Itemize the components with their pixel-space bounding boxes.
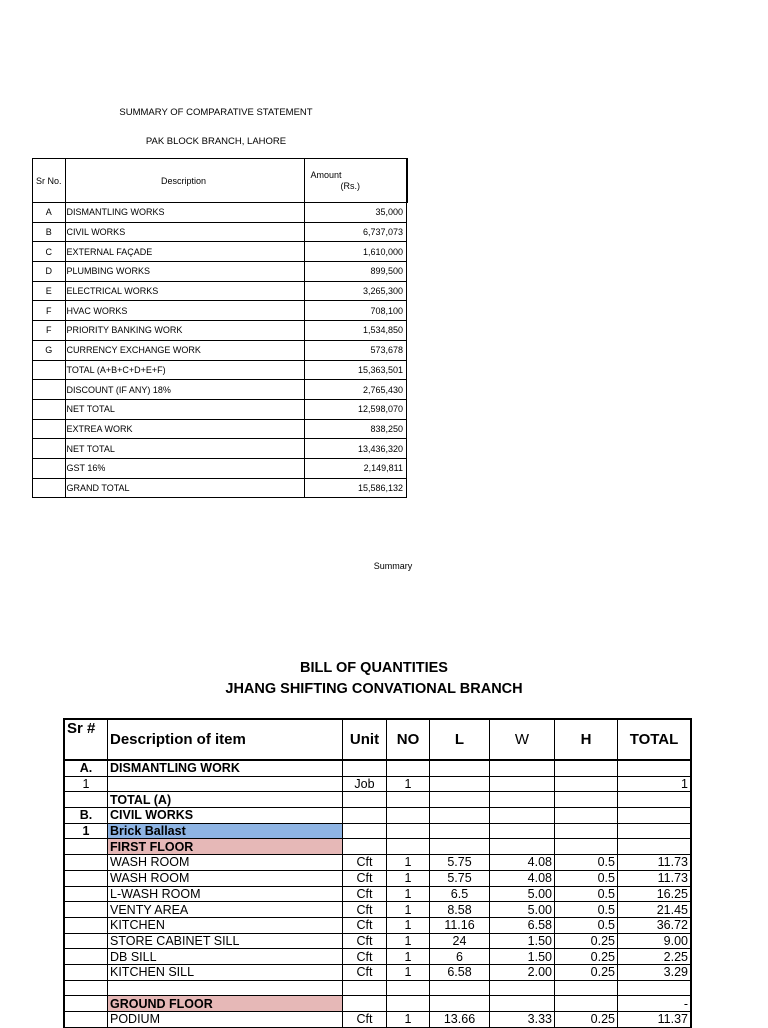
boq-total-cell: 16.25 xyxy=(618,886,692,902)
summary-description-cell: NET TOTAL xyxy=(65,439,304,459)
boq-w-cell xyxy=(490,792,555,808)
boq-sr-cell xyxy=(64,855,108,871)
boq-total-cell: 2.25 xyxy=(618,949,692,965)
summary-header-sr: Sr No. xyxy=(33,159,66,203)
boq-row xyxy=(64,870,691,886)
boq-h-cell xyxy=(555,776,618,792)
summary-amount-cell: 35,000 xyxy=(304,203,407,223)
summary-header-amount-label: Amount xyxy=(310,169,342,180)
summary-footer: Summary xyxy=(373,561,413,571)
boq-h-cell: 0.5 xyxy=(555,886,618,902)
summary-row xyxy=(33,340,407,360)
boq-l-cell xyxy=(430,776,490,792)
boq-h-cell xyxy=(555,808,618,824)
boq-description-cell: TOTAL (A) xyxy=(108,792,343,808)
summary-row xyxy=(33,301,407,321)
boq-h-cell: 0.5 xyxy=(555,902,618,918)
summary-sr-cell: G xyxy=(33,340,66,360)
boq-unit-cell xyxy=(343,839,387,855)
summary-amount-cell: 2,765,430 xyxy=(304,380,407,400)
summary-description-cell: ELECTRICAL WORKS xyxy=(65,281,304,301)
boq-sr-cell xyxy=(64,902,108,918)
summary-description-cell: DISCOUNT (IF ANY) 18% xyxy=(65,380,304,400)
summary-title: SUMMARY OF COMPARATIVE STATEMENT xyxy=(119,107,313,118)
boq-l-cell: 6 xyxy=(430,949,490,965)
summary-row xyxy=(33,439,407,459)
boq-no-cell xyxy=(387,808,430,824)
summary-sr-cell xyxy=(33,360,66,380)
boq-total-cell: - xyxy=(618,996,692,1012)
boq-l-cell xyxy=(430,839,490,855)
boq-l-cell xyxy=(430,980,490,996)
summary-amount-cell: 6,737,073 xyxy=(304,222,407,242)
summary-table xyxy=(32,158,408,498)
summary-amount-cell: 3,265,300 xyxy=(304,281,407,301)
summary-amount-cell: 573,678 xyxy=(304,340,407,360)
summary-sr-cell xyxy=(33,478,66,498)
summary-description-cell: CIVIL WORKS xyxy=(65,222,304,242)
boq-no-cell: 1 xyxy=(387,1012,430,1028)
boq-l-cell: 24 xyxy=(430,933,490,949)
boq-l-cell: 6.58 xyxy=(430,964,490,980)
summary-amount-cell: 1,534,850 xyxy=(304,321,407,341)
boq-table xyxy=(63,718,692,1028)
boq-header-sr: Sr # xyxy=(64,719,108,760)
boq-row xyxy=(64,776,691,792)
boq-total-cell xyxy=(618,760,692,776)
boq-description-cell xyxy=(108,776,343,792)
boq-unit-cell: Cft xyxy=(343,964,387,980)
boq-no-cell xyxy=(387,823,430,839)
boq-h-cell xyxy=(555,792,618,808)
boq-row xyxy=(64,886,691,902)
boq-l-cell: 6.5 xyxy=(430,886,490,902)
boq-w-cell: 6.58 xyxy=(490,917,555,933)
summary-row xyxy=(33,458,407,478)
summary-row xyxy=(33,380,407,400)
boq-l-cell: 11.16 xyxy=(430,917,490,933)
boq-total-cell: 3.29 xyxy=(618,964,692,980)
summary-header-description: Description xyxy=(65,159,304,203)
boq-description-cell: GROUND FLOOR xyxy=(108,996,343,1012)
boq-w-cell xyxy=(490,996,555,1012)
boq-l-cell: 5.75 xyxy=(430,870,490,886)
summary-row xyxy=(33,419,407,439)
summary-description-cell: GST 16% xyxy=(65,458,304,478)
summary-row xyxy=(33,478,407,498)
boq-w-cell: 2.00 xyxy=(490,964,555,980)
summary-sr-cell: F xyxy=(33,301,66,321)
summary-description-cell: DISMANTLING WORKS xyxy=(65,203,304,223)
boq-sr-cell xyxy=(64,980,108,996)
summary-subtitle: PAK BLOCK BRANCH, LAHORE xyxy=(145,136,287,147)
boq-row xyxy=(64,917,691,933)
boq-total-cell: 11.73 xyxy=(618,855,692,871)
boq-w-cell: 1.50 xyxy=(490,933,555,949)
boq-description-cell: STORE CABINET SILL xyxy=(108,933,343,949)
boq-sr-cell: 1 xyxy=(64,776,108,792)
boq-header-description: Description of item xyxy=(108,719,343,760)
summary-sr-cell: E xyxy=(33,281,66,301)
boq-description-cell: VENTY AREA xyxy=(108,902,343,918)
boq-l-cell xyxy=(430,760,490,776)
boq-header-h: H xyxy=(555,719,618,760)
boq-unit-cell: Cft xyxy=(343,933,387,949)
summary-amount-cell: 708,100 xyxy=(304,301,407,321)
boq-description-cell xyxy=(108,980,343,996)
summary-row xyxy=(33,242,407,262)
summary-description-cell: GRAND TOTAL xyxy=(65,478,304,498)
boq-no-cell: 1 xyxy=(387,855,430,871)
summary-sr-cell: F xyxy=(33,321,66,341)
boq-w-cell xyxy=(490,776,555,792)
boq-no-cell xyxy=(387,839,430,855)
boq-w-cell xyxy=(490,760,555,776)
boq-unit-cell xyxy=(343,760,387,776)
boq-total-cell xyxy=(618,792,692,808)
boq-w-cell: 1.50 xyxy=(490,949,555,965)
boq-description-cell: DB SILL xyxy=(108,949,343,965)
boq-sr-cell xyxy=(64,964,108,980)
boq-row xyxy=(64,855,691,871)
boq-row xyxy=(64,792,691,808)
boq-w-cell xyxy=(490,839,555,855)
boq-no-cell: 1 xyxy=(387,902,430,918)
boq-description-cell: PODIUM xyxy=(108,1012,343,1028)
boq-unit-cell xyxy=(343,792,387,808)
boq-total-cell: 21.45 xyxy=(618,902,692,918)
boq-w-cell xyxy=(490,808,555,824)
summary-sr-cell: C xyxy=(33,242,66,262)
boq-sr-cell xyxy=(64,792,108,808)
boq-header-total: TOTAL xyxy=(618,719,692,760)
summary-amount-cell: 15,586,132 xyxy=(304,478,407,498)
boq-sr-cell xyxy=(64,1012,108,1028)
boq-no-cell: 1 xyxy=(387,964,430,980)
boq-sr-cell: B. xyxy=(64,808,108,824)
boq-h-cell: 0.25 xyxy=(555,964,618,980)
boq-sr-cell: A. xyxy=(64,760,108,776)
boq-unit-cell: Cft xyxy=(343,870,387,886)
summary-header-amount-unit: (Rs.) xyxy=(340,180,361,191)
summary-sr-cell xyxy=(33,439,66,459)
boq-total-cell: 36.72 xyxy=(618,917,692,933)
boq-no-cell: 1 xyxy=(387,776,430,792)
boq-no-cell: 1 xyxy=(387,886,430,902)
boq-h-cell: 0.5 xyxy=(555,917,618,933)
boq-unit-cell xyxy=(343,980,387,996)
boq-w-cell: 4.08 xyxy=(490,870,555,886)
boq-description-cell: L-WASH ROOM xyxy=(108,886,343,902)
boq-unit-cell: Job xyxy=(343,776,387,792)
boq-description-cell: FIRST FLOOR xyxy=(108,839,343,855)
boq-sr-cell xyxy=(64,949,108,965)
summary-sr-cell: A xyxy=(33,203,66,223)
boq-row xyxy=(64,964,691,980)
boq-description-cell: WASH ROOM xyxy=(108,855,343,871)
summary-row xyxy=(33,203,407,223)
summary-header-row xyxy=(33,159,407,203)
boq-no-cell xyxy=(387,760,430,776)
boq-w-cell: 5.00 xyxy=(490,886,555,902)
boq-total-cell xyxy=(618,808,692,824)
boq-w-cell: 3.33 xyxy=(490,1012,555,1028)
boq-unit-cell xyxy=(343,996,387,1012)
boq-no-cell: 1 xyxy=(387,933,430,949)
boq-description-cell: KITCHEN xyxy=(108,917,343,933)
summary-description-cell: TOTAL (A+B+C+D+E+F) xyxy=(65,360,304,380)
boq-sr-cell xyxy=(64,886,108,902)
boq-h-cell xyxy=(555,823,618,839)
boq-unit-cell xyxy=(343,823,387,839)
summary-description-cell: EXTERNAL FAÇADE xyxy=(65,242,304,262)
boq-h-cell: 0.5 xyxy=(555,870,618,886)
boq-total-cell: 9.00 xyxy=(618,933,692,949)
boq-row xyxy=(64,949,691,965)
boq-total-cell: 1 xyxy=(618,776,692,792)
boq-w-cell xyxy=(490,980,555,996)
summary-description-cell: NET TOTAL xyxy=(65,399,304,419)
boq-total-cell: 11.37 xyxy=(618,1012,692,1028)
boq-row xyxy=(64,1012,691,1028)
boq-header-w: W xyxy=(490,719,555,760)
summary-description-cell: PRIORITY BANKING WORK xyxy=(65,321,304,341)
boq-header-l: L xyxy=(430,719,490,760)
boq-unit-cell: Cft xyxy=(343,886,387,902)
summary-description-cell: EXTREA WORK xyxy=(65,419,304,439)
boq-row xyxy=(64,760,691,776)
summary-description-cell: CURRENCY EXCHANGE WORK xyxy=(65,340,304,360)
summary-amount-cell: 838,250 xyxy=(304,419,407,439)
boq-row xyxy=(64,823,691,839)
boq-no-cell xyxy=(387,792,430,808)
summary-amount-cell: 12,598,070 xyxy=(304,399,407,419)
summary-sr-cell xyxy=(33,399,66,419)
boq-description-cell: DISMANTLING WORK xyxy=(108,760,343,776)
boq-unit-cell xyxy=(343,808,387,824)
boq-description-cell: Brick Ballast xyxy=(108,823,343,839)
boq-h-cell: 0.5 xyxy=(555,855,618,871)
boq-row xyxy=(64,839,691,855)
boq-no-cell xyxy=(387,980,430,996)
boq-title: BILL OF QUANTITIES xyxy=(300,660,448,676)
boq-sr-cell xyxy=(64,933,108,949)
boq-sr-cell xyxy=(64,839,108,855)
summary-description-cell: PLUMBING WORKS xyxy=(65,262,304,282)
summary-row xyxy=(33,360,407,380)
summary-row xyxy=(33,281,407,301)
summary-row xyxy=(33,222,407,242)
summary-amount-cell: 1,610,000 xyxy=(304,242,407,262)
boq-row xyxy=(64,808,691,824)
summary-amount-cell: 899,500 xyxy=(304,262,407,282)
summary-sr-cell xyxy=(33,380,66,400)
boq-l-cell xyxy=(430,823,490,839)
boq-w-cell: 4.08 xyxy=(490,855,555,871)
summary-sr-cell: B xyxy=(33,222,66,242)
boq-description-cell: KITCHEN SILL xyxy=(108,964,343,980)
summary-sr-cell xyxy=(33,458,66,478)
boq-unit-cell: Cft xyxy=(343,949,387,965)
boq-l-cell: 5.75 xyxy=(430,855,490,871)
boq-sr-cell xyxy=(64,917,108,933)
summary-row xyxy=(33,321,407,341)
boq-description-cell: CIVIL WORKS xyxy=(108,808,343,824)
summary-description-cell: HVAC WORKS xyxy=(65,301,304,321)
boq-total-cell xyxy=(618,823,692,839)
boq-h-cell xyxy=(555,980,618,996)
boq-l-cell xyxy=(430,996,490,1012)
boq-total-cell xyxy=(618,839,692,855)
summary-row xyxy=(33,399,407,419)
boq-l-cell: 13.66 xyxy=(430,1012,490,1028)
boq-unit-cell: Cft xyxy=(343,1012,387,1028)
boq-no-cell: 1 xyxy=(387,870,430,886)
boq-h-cell xyxy=(555,760,618,776)
boq-sr-cell: 1 xyxy=(64,823,108,839)
boq-sr-cell xyxy=(64,870,108,886)
boq-h-cell: 0.25 xyxy=(555,933,618,949)
boq-description-cell: WASH ROOM xyxy=(108,870,343,886)
summary-amount-cell: 2,149,811 xyxy=(304,458,407,478)
summary-sr-cell xyxy=(33,419,66,439)
boq-total-cell: 11.73 xyxy=(618,870,692,886)
boq-h-cell xyxy=(555,839,618,855)
boq-w-cell xyxy=(490,823,555,839)
boq-h-cell: 0.25 xyxy=(555,949,618,965)
boq-l-cell xyxy=(430,792,490,808)
summary-header-amount xyxy=(304,159,407,203)
summary-row xyxy=(33,262,407,282)
boq-no-cell xyxy=(387,996,430,1012)
boq-sr-cell xyxy=(64,996,108,1012)
boq-subtitle: JHANG SHIFTING CONVATIONAL BRANCH xyxy=(225,681,523,697)
boq-l-cell: 8.58 xyxy=(430,902,490,918)
boq-unit-cell: Cft xyxy=(343,855,387,871)
summary-sr-cell: D xyxy=(33,262,66,282)
boq-row xyxy=(64,996,691,1012)
boq-l-cell xyxy=(430,808,490,824)
boq-h-cell xyxy=(555,996,618,1012)
summary-amount-cell: 13,436,320 xyxy=(304,439,407,459)
boq-no-cell: 1 xyxy=(387,917,430,933)
boq-row xyxy=(64,902,691,918)
boq-unit-cell: Cft xyxy=(343,902,387,918)
boq-header-unit: Unit xyxy=(343,719,387,760)
boq-row xyxy=(64,980,691,996)
boq-w-cell: 5.00 xyxy=(490,902,555,918)
boq-header-no: NO xyxy=(387,719,430,760)
boq-total-cell xyxy=(618,980,692,996)
boq-no-cell: 1 xyxy=(387,949,430,965)
boq-h-cell: 0.25 xyxy=(555,1012,618,1028)
boq-header-row xyxy=(64,719,691,760)
summary-amount-cell: 15,363,501 xyxy=(304,360,407,380)
boq-row xyxy=(64,933,691,949)
boq-unit-cell: Cft xyxy=(343,917,387,933)
